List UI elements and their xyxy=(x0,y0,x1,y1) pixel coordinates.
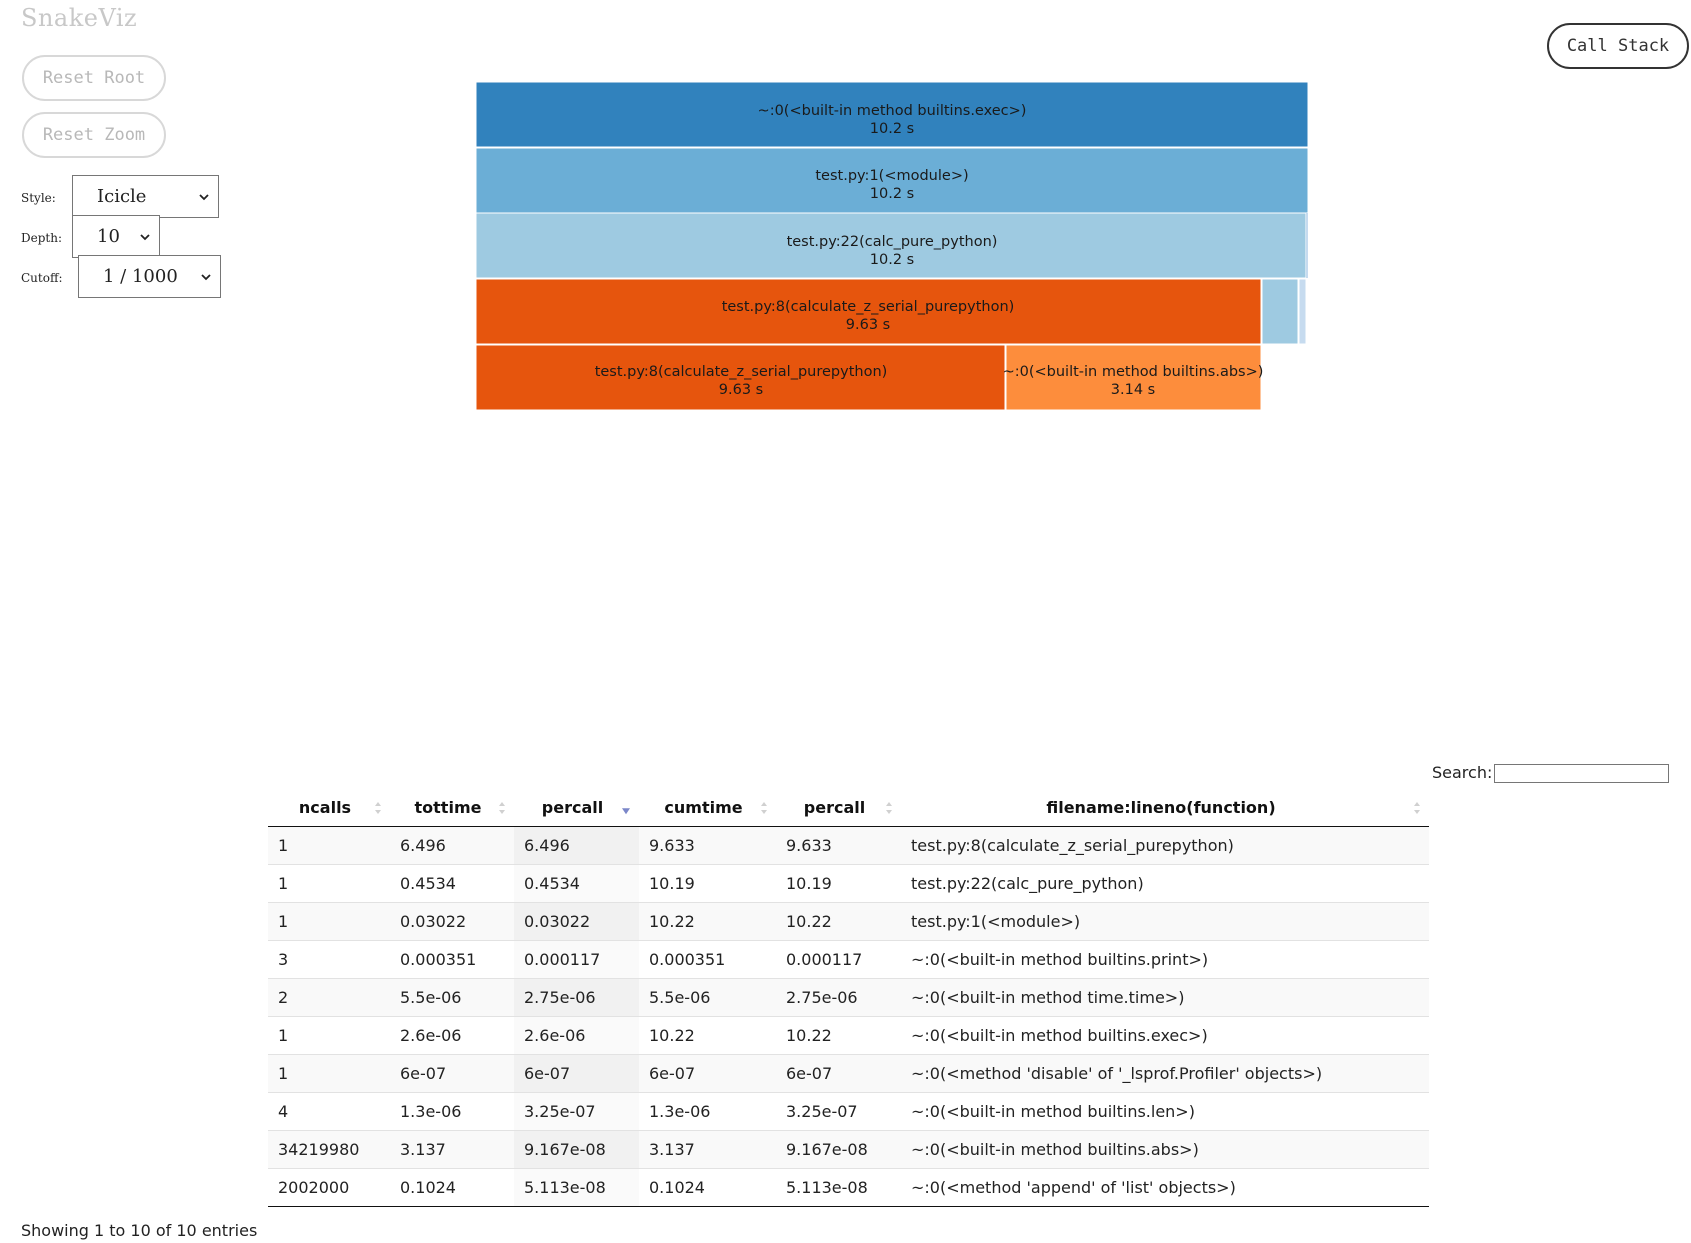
icicle-node-label: ~:0(<built-in method builtins.exec>) xyxy=(757,103,1027,119)
icicle-node-time: 9.63 s xyxy=(845,317,891,333)
cell-ncalls: 1 xyxy=(268,864,390,902)
sort-desc-icon xyxy=(621,807,631,815)
cell-percall-cum: 9.633 xyxy=(776,826,901,864)
cell-function: ~:0(<method 'append' of 'list' objects>) xyxy=(901,1168,1429,1206)
cell-tottime: 5.5e-06 xyxy=(390,978,514,1016)
cell-cumtime: 3.137 xyxy=(639,1130,776,1168)
reset-zoom-button[interactable]: Reset Zoom xyxy=(22,112,166,158)
cell-percall-cum: 10.19 xyxy=(776,864,901,902)
column-header-label: cumtime xyxy=(664,798,743,818)
icicle-node-time: 10.2 s xyxy=(869,186,915,202)
cell-ncalls: 2 xyxy=(268,978,390,1016)
icicle-node-label: test.py:8(calculate_z_serial_purepython) xyxy=(721,299,1015,315)
cell-percall: 5.113e-08 xyxy=(514,1168,639,1206)
table-row[interactable] xyxy=(268,902,1429,940)
table-header-row xyxy=(268,790,1429,826)
sort-icon xyxy=(885,801,893,815)
icicle-node[interactable] xyxy=(476,148,1308,213)
cell-cumtime: 6e-07 xyxy=(639,1054,776,1092)
cell-cumtime: 1.3e-06 xyxy=(639,1092,776,1130)
cell-percall-cum: 6e-07 xyxy=(776,1054,901,1092)
cell-cumtime: 10.19 xyxy=(639,864,776,902)
icicle-node-label: test.py:22(calc_pure_python) xyxy=(786,234,998,250)
cell-ncalls: 1 xyxy=(268,902,390,940)
cell-function: ~:0(<built-in method builtins.abs>) xyxy=(901,1130,1429,1168)
cell-percall-cum: 0.000117 xyxy=(776,940,901,978)
table-row[interactable] xyxy=(268,1016,1429,1054)
style-select-value: Icicle xyxy=(97,186,147,207)
cell-percall-cum: 10.22 xyxy=(776,902,901,940)
cell-tottime: 6.496 xyxy=(390,826,514,864)
column-header-cumtime[interactable] xyxy=(639,790,776,826)
cell-function: test.py:1(<module>) xyxy=(901,902,1429,940)
stats-table xyxy=(268,790,1429,1207)
cell-percall: 6.496 xyxy=(514,826,639,864)
sort-icon xyxy=(1413,801,1421,815)
cell-percall-cum: 3.25e-07 xyxy=(776,1092,901,1130)
cell-function: ~:0(<built-in method builtins.len>) xyxy=(901,1092,1429,1130)
app-title: SnakeViz xyxy=(21,4,138,32)
cell-percall: 0.4534 xyxy=(514,864,639,902)
sort-icon xyxy=(498,801,506,815)
cell-function: test.py:22(calc_pure_python) xyxy=(901,864,1429,902)
cell-cumtime: 5.5e-06 xyxy=(639,978,776,1016)
icicle-rect-sliver[interactable] xyxy=(1306,213,1308,278)
column-header-label: percall xyxy=(541,798,604,818)
cell-cumtime: 0.000351 xyxy=(639,940,776,978)
sort-icon xyxy=(374,801,382,815)
column-header-percall[interactable] xyxy=(514,790,639,826)
column-header-function[interactable] xyxy=(901,790,1429,826)
cell-ncalls: 34219980 xyxy=(268,1130,390,1168)
icicle-node[interactable] xyxy=(476,279,1261,344)
table-row[interactable] xyxy=(268,1054,1429,1092)
cell-percall: 2.75e-06 xyxy=(514,978,639,1016)
icicle-node[interactable] xyxy=(1003,345,1264,410)
column-header-label: filename:lineno(function) xyxy=(1046,798,1276,818)
cell-percall-cum: 10.22 xyxy=(776,1016,901,1054)
cell-cumtime: 10.22 xyxy=(639,1016,776,1054)
cell-function: ~:0(<built-in method builtins.exec>) xyxy=(901,1016,1429,1054)
sort-icon xyxy=(760,801,768,815)
table-info: Showing 1 to 10 of 10 entries xyxy=(21,1221,258,1240)
cell-tottime: 0.03022 xyxy=(390,902,514,940)
cell-cumtime: 9.633 xyxy=(639,826,776,864)
cell-ncalls: 2002000 xyxy=(268,1168,390,1206)
cell-tottime: 0.1024 xyxy=(390,1168,514,1206)
icicle-node-label: ~:0(<built-in method builtins.abs>) xyxy=(1002,364,1264,380)
icicle-chart xyxy=(0,0,1691,430)
table-row[interactable] xyxy=(268,940,1429,978)
icicle-node-label: test.py:8(calculate_z_serial_purepython) xyxy=(594,364,888,380)
column-header-percall-cum[interactable] xyxy=(776,790,901,826)
cell-tottime: 0.000351 xyxy=(390,940,514,978)
cell-percall: 0.03022 xyxy=(514,902,639,940)
column-header-label: percall xyxy=(803,798,866,818)
cell-percall: 6e-07 xyxy=(514,1054,639,1092)
cell-ncalls: 1 xyxy=(268,1054,390,1092)
column-header-label: tottime xyxy=(414,798,482,818)
icicle-rect-small[interactable] xyxy=(1262,279,1298,344)
icicle-node[interactable] xyxy=(476,82,1308,147)
cutoff-select-value: 1 / 1000 xyxy=(103,266,178,287)
icicle-node-label: test.py:1(<module>) xyxy=(815,168,969,184)
cell-ncalls: 1 xyxy=(268,826,390,864)
cell-percall-cum: 5.113e-08 xyxy=(776,1168,901,1206)
cell-tottime: 6e-07 xyxy=(390,1054,514,1092)
cell-cumtime: 0.1024 xyxy=(639,1168,776,1206)
cell-ncalls: 4 xyxy=(268,1092,390,1130)
stats-table-body xyxy=(268,826,1429,1206)
table-row[interactable] xyxy=(268,1092,1429,1130)
style-label: Style: xyxy=(21,191,56,205)
call-stack-button[interactable]: Call Stack xyxy=(1547,23,1689,69)
cell-cumtime: 10.22 xyxy=(639,902,776,940)
column-header-tottime[interactable] xyxy=(390,790,514,826)
table-row[interactable] xyxy=(268,826,1429,864)
cell-tottime: 2.6e-06 xyxy=(390,1016,514,1054)
cell-ncalls: 1 xyxy=(268,1016,390,1054)
depth-select-value: 10 xyxy=(97,226,120,247)
icicle-node[interactable] xyxy=(476,345,1005,410)
cell-function: ~:0(<method 'disable' of '_lsprof.Profiler' objects>) xyxy=(901,1054,1429,1092)
cell-tottime: 0.4534 xyxy=(390,864,514,902)
icicle-node-time: 10.2 s xyxy=(869,121,915,137)
icicle-node-time: 10.2 s xyxy=(869,252,915,268)
cell-tottime: 3.137 xyxy=(390,1130,514,1168)
cell-percall: 0.000117 xyxy=(514,940,639,978)
column-header-label: ncalls xyxy=(298,798,352,818)
cell-tottime: 1.3e-06 xyxy=(390,1092,514,1130)
cell-percall: 9.167e-08 xyxy=(514,1130,639,1168)
cell-ncalls: 3 xyxy=(268,940,390,978)
table-row[interactable] xyxy=(268,864,1429,902)
reset-root-button[interactable]: Reset Root xyxy=(22,55,166,101)
search-input[interactable] xyxy=(1494,764,1669,783)
cell-percall-cum: 2.75e-06 xyxy=(776,978,901,1016)
cell-function: ~:0(<built-in method builtins.print>) xyxy=(901,940,1429,978)
table-row[interactable] xyxy=(268,1130,1429,1168)
column-header-ncalls[interactable] xyxy=(268,790,390,826)
table-row[interactable] xyxy=(268,978,1429,1016)
cell-function: test.py:8(calculate_z_serial_purepython) xyxy=(901,826,1429,864)
cutoff-label: Cutoff: xyxy=(21,271,63,285)
icicle-rect-small[interactable] xyxy=(1299,279,1306,344)
cell-percall: 3.25e-07 xyxy=(514,1092,639,1130)
icicle-node-time: 3.14 s xyxy=(1110,382,1156,398)
icicle-node-time: 9.63 s xyxy=(718,382,764,398)
table-row[interactable] xyxy=(268,1168,1429,1206)
cell-percall: 2.6e-06 xyxy=(514,1016,639,1054)
cell-function: ~:0(<built-in method time.time>) xyxy=(901,978,1429,1016)
depth-label: Depth: xyxy=(21,231,62,245)
cell-percall-cum: 9.167e-08 xyxy=(776,1130,901,1168)
icicle-node[interactable] xyxy=(476,213,1306,278)
search-label: Search: xyxy=(1432,763,1493,782)
